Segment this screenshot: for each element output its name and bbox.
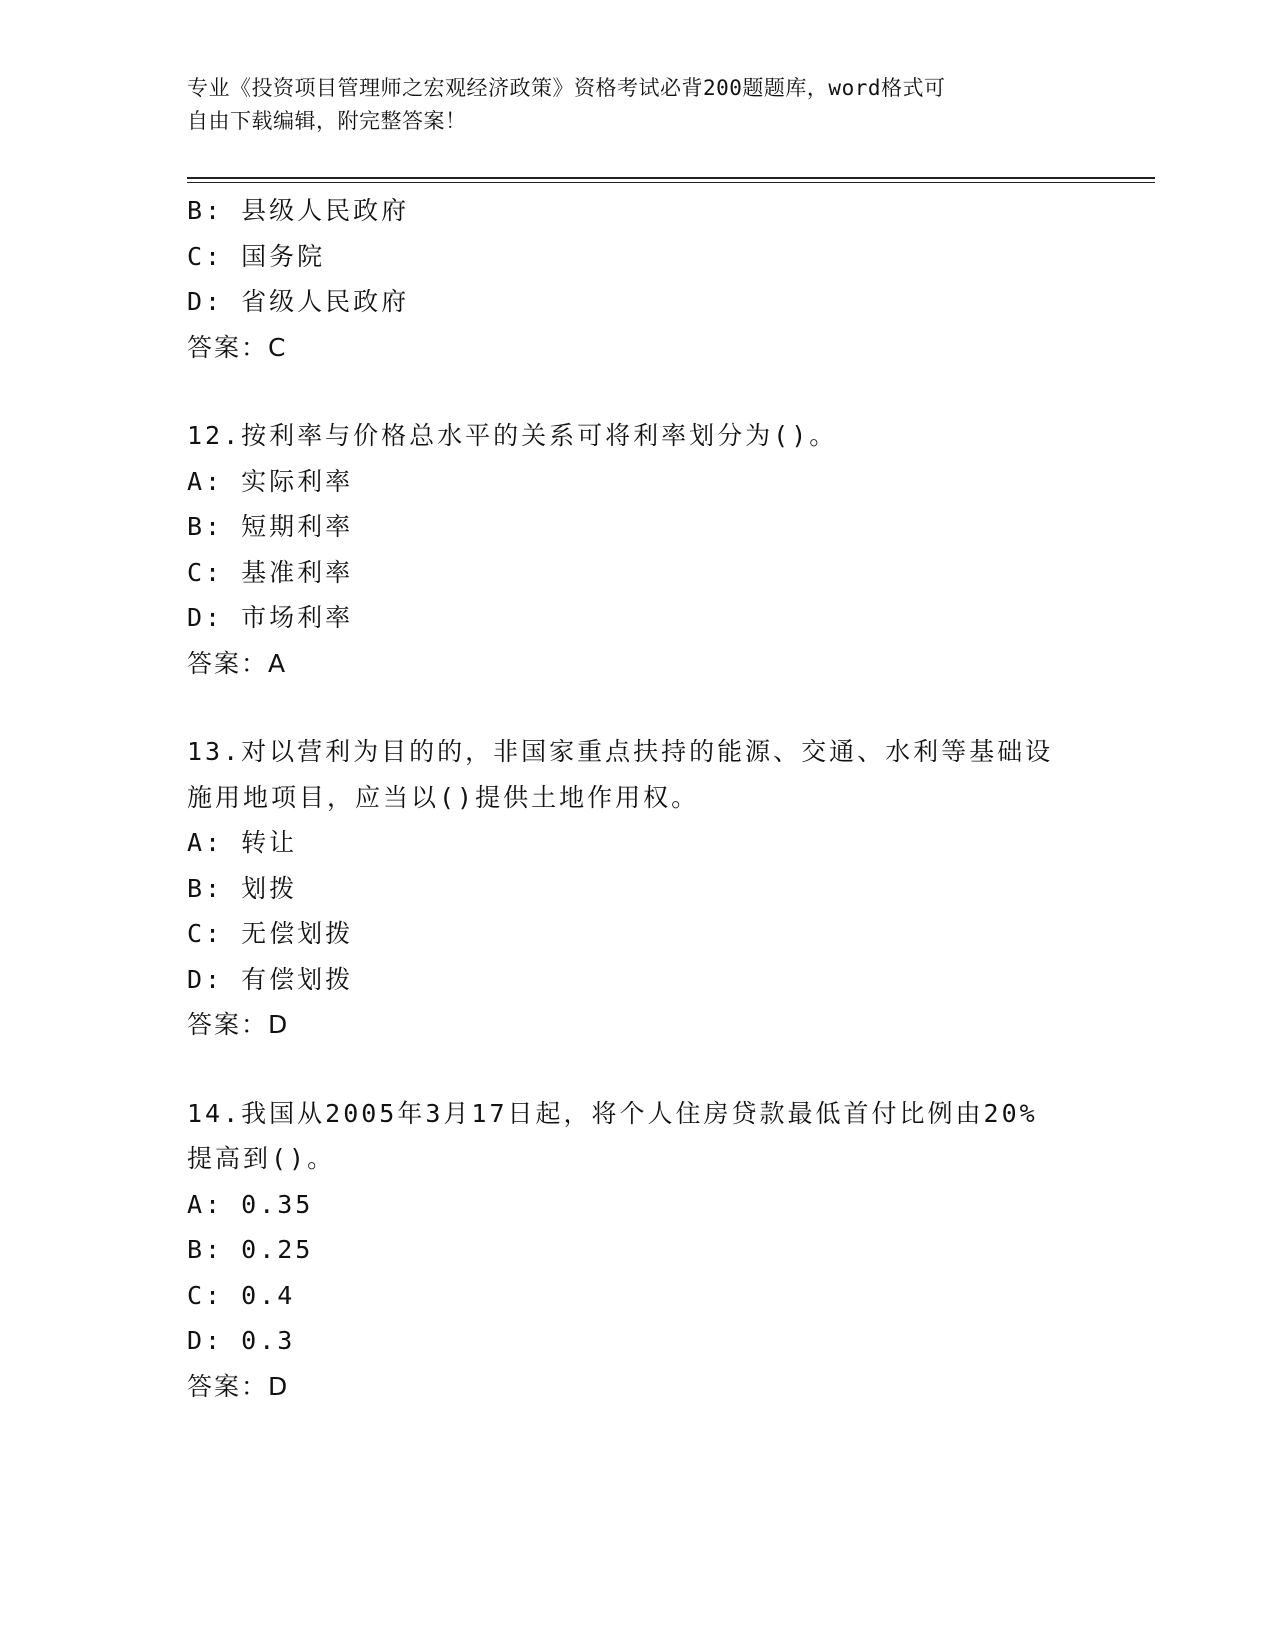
- option-a: A: 0.35: [187, 1189, 314, 1219]
- question-stem: 12.按利率与价格总水平的关系可将利率划分为()。: [187, 421, 838, 450]
- option-d: D: 省级人民政府: [187, 287, 410, 316]
- header-line-2: 自由下载编辑，附完整答案！: [187, 109, 467, 133]
- spacer: [187, 370, 1087, 413]
- option-c: C: 无偿划拨: [187, 919, 354, 948]
- answer-line: 答案：C: [187, 332, 288, 362]
- document-header: [187, 72, 1087, 138]
- option-d: D: 市场利率: [187, 603, 354, 632]
- partial-question: [187, 188, 1087, 370]
- answer-line: 答案：A: [187, 648, 288, 678]
- header-line-1: 专业《投资项目管理师之宏观经济政策》资格考试必背200题题库，word格式可: [187, 76, 946, 100]
- answer-line: 答案：D: [187, 1010, 290, 1039]
- option-b: B: 0.25: [187, 1235, 314, 1264]
- question-12: [187, 413, 1087, 686]
- option-b: B: 划拨: [187, 873, 298, 903]
- spacer: [187, 1048, 1087, 1091]
- option-c: C: 0.4: [187, 1280, 296, 1310]
- header-divider-thick: [187, 177, 1155, 179]
- answer-line: 答案：D: [187, 1371, 290, 1401]
- question-14: [187, 1091, 1087, 1410]
- option-c: C: 国务院: [187, 241, 326, 271]
- question-stem-line-1: 13.对以营利为目的的，非国家重点扶持的能源、交通、水利等基础设: [187, 737, 1054, 766]
- option-c: C: 基准利率: [187, 557, 354, 587]
- question-stem-line-2: 施用地项目，应当以()提供土地作用权。: [187, 782, 700, 812]
- option-d: D: 有偿划拨: [187, 964, 354, 994]
- option-b: B: 县级人民政府: [187, 196, 410, 225]
- option-a: A: 转让: [187, 828, 298, 857]
- option-d: D: 0.3: [187, 1326, 296, 1355]
- question-list: [187, 188, 1087, 1409]
- header-divider-thin: [187, 182, 1155, 183]
- question-stem-line-1: 14.我国从2005年3月17日起，将个人住房贷款最低首付比例由20%: [187, 1098, 1038, 1128]
- question-stem-line-2: 提高到()。: [187, 1144, 336, 1173]
- option-a: A: 实际利率: [187, 466, 354, 496]
- spacer: [187, 686, 1087, 729]
- option-b: B: 短期利率: [187, 512, 354, 541]
- question-13: [187, 729, 1087, 1048]
